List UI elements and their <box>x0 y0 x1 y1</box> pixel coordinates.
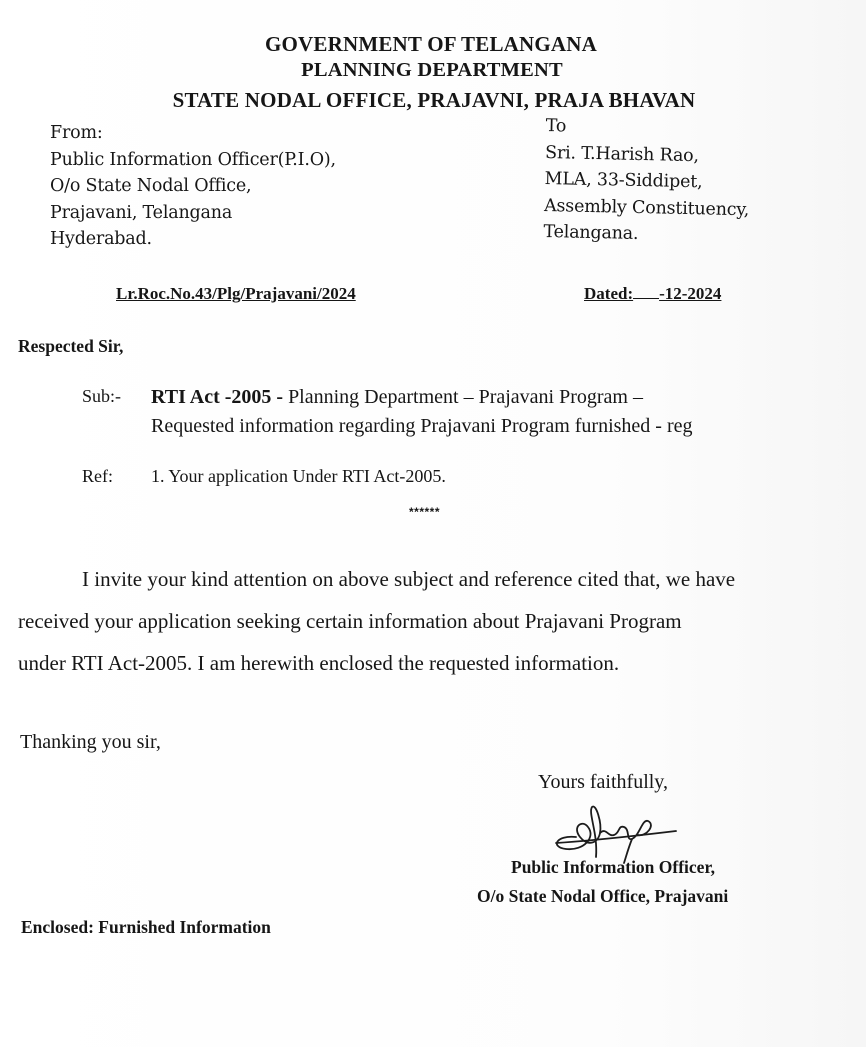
to-address-block <box>543 113 751 250</box>
letterhead-office: STATE NODAL OFFICE, PRAJAVNI, PRAJA BHAVAN <box>172 88 696 112</box>
subject-label: Sub:- <box>82 386 122 406</box>
date-blank <box>633 297 659 299</box>
enclosure-note: Enclosed: Furnished Information <box>21 917 271 937</box>
signatory-title: Public Information Officer, <box>511 857 715 877</box>
signatory-office: O/o State Nodal Office, Prajavani <box>477 886 729 906</box>
subject-bold: RTI Act -2005 - <box>151 386 284 408</box>
body-line-3: under RTI Act-2005. I am herewith enclosed the requested information. <box>18 651 620 675</box>
letterhead-government: GOVERNMENT OF TELANGANA <box>264 32 598 56</box>
to-label: To <box>545 115 567 137</box>
closing-yours-faithfully: Yours faithfully, <box>538 771 669 793</box>
from-line-officer: Public Information Officer(P.I.O), <box>50 149 336 170</box>
from-line-city: Hyderabad. <box>50 229 152 249</box>
dated-value: -12-2024 <box>659 284 722 303</box>
reference-label: Ref: <box>82 466 113 486</box>
from-line-place: Prajavani, Telangana <box>50 202 233 223</box>
body-paragraph <box>18 558 848 684</box>
closing-thanks: Thanking you sir, <box>20 731 161 753</box>
to-line-state: Telangana. <box>543 221 639 244</box>
to-line-constituency: Assembly Constituency, <box>543 195 750 220</box>
reference-text: 1. Your application Under RTI Act-2005. <box>151 466 446 486</box>
letterhead-department: PLANNING DEPARTMENT <box>301 59 563 81</box>
separator-stars: ****** <box>409 505 441 519</box>
subject-line-1-rest: Planning Department – Prajavani Program – <box>283 386 643 408</box>
from-label: From: <box>50 123 103 143</box>
body-line-2: received your application seeking certain information about Prajavani Program <box>18 609 682 633</box>
from-line-office: O/o State Nodal Office, <box>50 176 252 196</box>
subject-line-1 <box>151 383 693 412</box>
dated-label: Dated: <box>584 284 634 303</box>
to-line-designation: MLA, 33-Siddipet, <box>544 168 703 193</box>
salutation: Respected Sir, <box>18 336 124 356</box>
subject-line-2: Requested information regarding Prajavani Program furnished - reg <box>151 415 693 437</box>
reference-number: Lr.Roc.No.43/Plg/Prajavani/2024 <box>116 284 356 303</box>
to-line-name: Sri. T.Harish Rao, <box>544 142 700 166</box>
date-line <box>584 284 721 304</box>
from-address-block <box>50 120 336 253</box>
body-line-1: I invite your kind attention on above subject and reference cited that, we have <box>82 567 736 591</box>
subject-text <box>151 383 693 441</box>
